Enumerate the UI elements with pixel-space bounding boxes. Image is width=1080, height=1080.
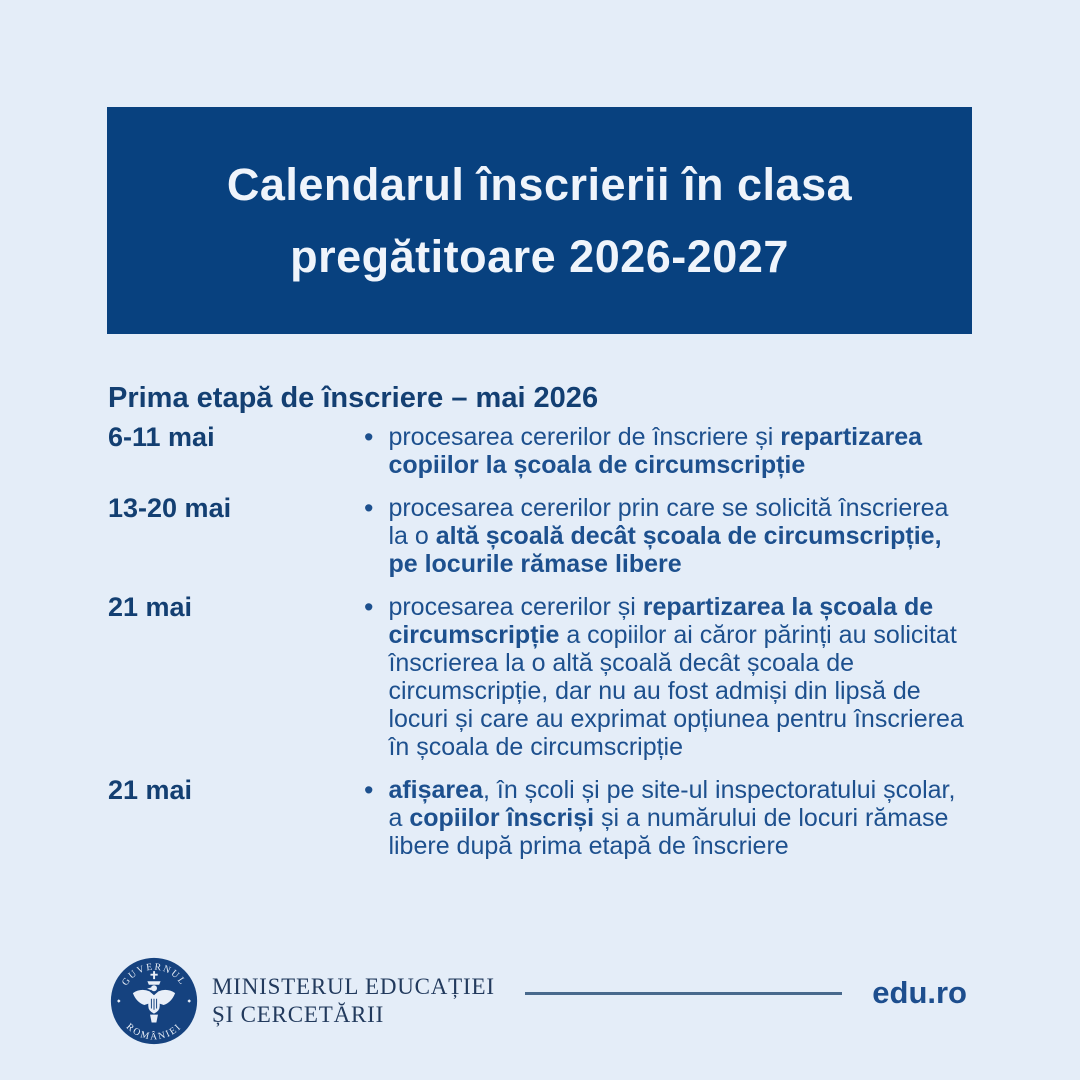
schedule-text: procesarea cererilor și repartizarea la școala de circumscripție a copiilor ai căror părinți au solicitat înscrierea la o altă școală decât școala de circumscripție, dar nu au fost admiși din lipsă de locuri și care au exprimat opțiunea pentru înscrierea în școala de circumscripție	[388, 593, 964, 761]
schedule-description	[364, 423, 974, 479]
seal-bottom-text: ROMÂNIEI	[123, 1021, 185, 1043]
schedule-description	[364, 593, 974, 761]
schedule-date: 21 mai	[108, 775, 193, 805]
schedule-date: 21 mai	[108, 592, 193, 622]
seal-top-text: GUVERNUL	[119, 961, 189, 988]
website-label: edu.ro	[872, 975, 967, 1010]
ministry-name	[212, 973, 495, 1029]
schedule-row	[108, 494, 974, 578]
government-seal-icon	[110, 957, 198, 1045]
bullet-icon: •	[364, 592, 374, 622]
schedule-text: afișarea, în școli și pe site-ul inspectoratului școlar, a copiilor înscriși și a numărului de locuri rămase libere după prima etapă de înscriere	[388, 776, 956, 860]
schedule-description	[364, 776, 974, 860]
schedule-description	[364, 494, 974, 578]
schedule-row	[108, 776, 974, 860]
divider-line	[525, 992, 842, 995]
schedule-date: 6-11 mai	[108, 422, 215, 452]
ministry-name-line-2: ȘI CERCETĂRII	[212, 1002, 385, 1027]
schedule-text: procesarea cererilor prin care se solicită înscrierea la o altă școală decât școala de circumscripție, pe locurile rămase libere	[388, 494, 949, 578]
schedule-date: 13-20 mai	[108, 493, 232, 523]
bullet-icon: •	[364, 493, 374, 523]
bullet-icon: •	[364, 775, 374, 805]
footer	[0, 945, 1080, 1057]
header-banner	[107, 107, 972, 334]
stage-subtitle: Prima etapă de înscriere – mai 2026	[108, 382, 599, 415]
ministry-name-line-1: MINISTERUL EDUCAȚIEI	[212, 974, 495, 999]
schedule-text: procesarea cererilor de înscriere și repartizarea copiilor la școala de circumscripție	[388, 423, 923, 479]
poster-title-line-1: Calendarul înscrierii în clasa	[226, 158, 853, 210]
bullet-icon: •	[364, 422, 374, 452]
schedule-row	[108, 423, 974, 479]
schedule-list	[108, 423, 974, 860]
poster-title-line-2: pregătitoare 2026-2027	[290, 230, 789, 282]
schedule-row	[108, 593, 974, 761]
